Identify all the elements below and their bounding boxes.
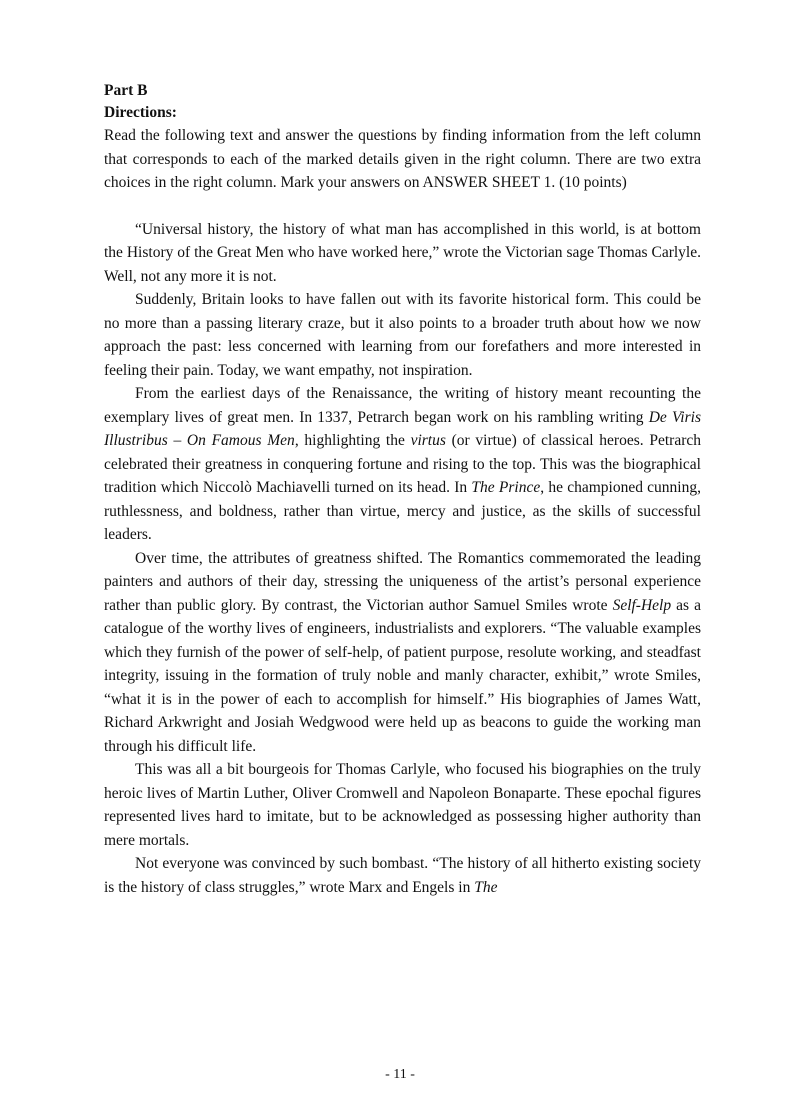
paragraph-4-text-a: Over time, the attributes of greatness shifted. The Romantics commemorated the leading painters and authors of their day, stressing the uniqueness of the artist’s personal experience rather than public glory. By contrast, the Victorian author Samuel Smiles wrote [104,549,701,614]
paragraph-6 [104,852,701,899]
paragraph-3-text-c: (or virtue) of classical heroes. Petrarch celebrated their greatness in conquering fortune and rising to the top. This was the biographical tradition which Niccolò Machiavelli turned on its head. In [104,432,701,496]
part-heading: Part B [104,82,148,99]
page-number: - 11 - [385,1067,415,1082]
paragraph-3-text-b: , highlighting the [294,432,411,449]
paragraph-1: “Universal history, the history of what man has accomplished in this world, is at bottom the History of the Great Men who have worked here,” wrote the Victorian sage Thomas Carlyle. Well, not any more it is not. [104,220,701,285]
paragraph-6-text-a: Not everyone was convinced by such bombast. “The history of all hitherto existing society is the history of class struggles,” wrote Marx and Engels in [104,855,701,896]
paragraph-2: Suddenly, Britain looks to have fallen out with its favorite historical form. This could be no more than a passing literary craze, but it also points to a broader truth about how we now approach the past: less concerned with learning from our forefathers and more interested in feeling their pain. Today, we want empathy, not inspiration. [104,291,701,379]
paragraph-5: This was all a bit bourgeois for Thomas Carlyle, who focused his biographies on the truly heroic lives of Martin Luther, Oliver Cromwell and Napoleon Bonaparte. These epochal figures represented lives hard to imitate, but to be acknowledged as possessing higher authority than mere mortals. [104,761,701,849]
book-title-the: The [474,878,498,896]
book-title-the-prince: The Prince [471,479,541,496]
paragraph-4 [104,547,701,759]
book-title-self-help: Self-Help [612,596,672,614]
paragraph-4-text-b: as a catalogue of the worthy lives of engineers, industrialists and explorers. “The valuable examples which they furnish of the power of self-help, of patient purpose, resolute working, and steadfast integrity, issuing in the formation of truly noble and manly character, exhibit,” wrote Smiles, “what it is in the power of each to accomplish for himself.” His biographies of James Watt, Richard Arkwright and Josiah Wedgwood were held up as beacons to guide the working man through his difficult life. [104,596,701,755]
paragraph-3 [104,382,701,547]
directions-text: Read the following text and answer the questions by finding information from the left column that corresponds to each of the marked details given in the right column. There are two extra choices in the right column. Mark your answers on ANSWER SHEET 1. (10 points) [104,127,701,191]
directions-heading: Directions: [104,104,177,121]
paragraph-3-text-d: , he championed cunning, ruthlessness, and boldness, rather than virtue, mercy and justice, as the skills of successful leaders. [104,479,701,543]
paragraph-3-text-a: From the earliest days of the Renaissance, the writing of history meant recounting the exemplary lives of great men. In 1337, Petrarch began work on his rambling writing [104,385,701,426]
page-content [104,80,701,899]
book-title-de-viris: De Viris Illustribus – On Famous Men [104,408,701,449]
term-virtus: virtus [410,432,446,449]
